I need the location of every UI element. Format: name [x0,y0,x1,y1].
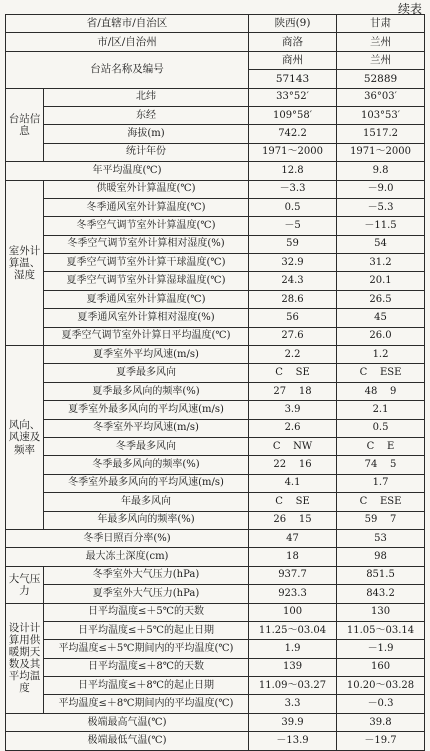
table-row [6,180,425,198]
table-row [6,309,425,327]
row-label: 冬季最多风向 [44,437,249,455]
station-name: 商州 [249,51,337,69]
table-row [6,346,425,364]
row-value: 36°03′ [337,88,425,106]
group-label: 台站信息 [6,88,44,162]
row-value: 937.7 [249,566,337,584]
table-row [6,364,425,382]
row-value: 54 [337,235,425,253]
row-label: 夏季空气调节室外计算日平均温度(℃) [44,327,249,345]
row-value: 3.3 [249,695,337,713]
row-label: 统计年份 [44,143,249,161]
row-value: －13.9 [249,732,337,750]
row-label: 平均温度≤＋8℃期间内的平均温度(℃) [44,695,249,713]
row-value: 11.25～03.04 [249,621,337,639]
row-label: 冬季最多风向的频率(%) [44,456,249,474]
row-value: C E [337,437,425,455]
row-value: 26.5 [337,290,425,308]
row-value: 27 18 [249,382,337,400]
row-value: －0.3 [337,695,425,713]
row-value: 59 [249,235,337,253]
row-label: 极端最低气温(℃) [6,732,249,750]
row-value: 1971～2000 [337,143,425,161]
row-value: C SE [249,364,337,382]
row-label: 夏季空气调节室外计算干球温度(℃) [44,254,249,272]
row-label: 冬季室外大气压力(hPa) [44,566,249,584]
row-label: 东经 [44,106,249,124]
table-row [6,713,425,731]
row-label: 冬季室外最多风向的平均风速(m/s) [44,474,249,492]
row-value: 742.2 [249,125,337,143]
row-label: 冬季空气调节室外计算相对湿度(%) [44,235,249,253]
row-value: C NW [249,437,337,455]
row-label: 冬季室外平均风速(m/s) [44,419,249,437]
row-value: 160 [337,658,425,676]
row-label: 日平均温度≤＋5℃的天数 [44,603,249,621]
row-value: －5.3 [337,198,425,216]
row-value: 32.9 [249,254,337,272]
table-row [6,437,425,455]
province-value: 陕西(9) [249,15,337,33]
row-label: 夏季室外大气压力(hPa) [44,585,249,603]
row-value: 1.2 [337,346,425,364]
table-row [6,621,425,639]
row-label: 日平均温度≤＋5℃的起止日期 [44,621,249,639]
row-value: 100 [249,603,337,621]
row-value: －5 [249,217,337,235]
table-row [6,88,425,106]
station-label: 台站名称及编号 [6,51,249,88]
table-row [6,677,425,695]
row-label: 夏季室外平均风速(m/s) [44,346,249,364]
table-row [6,419,425,437]
table-row [6,125,425,143]
row-value: 1971～2000 [249,143,337,161]
row-label: 年最多风向 [44,493,249,511]
row-value: 10.20～03.28 [337,677,425,695]
row-value: －3.3 [249,180,337,198]
table-row [6,493,425,511]
row-label: 冬季空气调节室外计算温度(℃) [44,217,249,235]
table-row [6,529,425,547]
province-value: 甘肃 [337,15,425,33]
row-value: 109°58′ [249,106,337,124]
row-value: 851.5 [337,566,425,584]
table-row [6,143,425,161]
row-label: 冬季通风室外计算温度(℃) [44,198,249,216]
row-value: 47 [249,529,337,547]
row-value: 2.2 [249,346,337,364]
row-value: 26 15 [249,511,337,529]
row-value: 139 [249,658,337,676]
row-label: 年平均温度(℃) [6,162,249,180]
table-row [6,198,425,216]
row-label: 年最多风向的频率(%) [44,511,249,529]
climate-parameters-table [5,14,425,751]
row-label: 供暖室外计算温度(℃) [44,180,249,198]
header-row-province [6,15,425,33]
table-row [6,327,425,345]
table-row [6,585,425,603]
row-label: 夏季室外最多风向的平均风速(m/s) [44,401,249,419]
row-label: 夏季通风室外计算温度(℃) [44,290,249,308]
table-row [6,548,425,566]
row-value: 48 9 [337,382,425,400]
table-row [6,511,425,529]
row-value: 3.9 [249,401,337,419]
group-label: 风向、风速及频率 [6,346,44,530]
table-row [6,272,425,290]
group-label: 室外计算温、湿度 [6,180,44,346]
row-label: 海拔(m) [44,125,249,143]
row-value: C ESE [337,493,425,511]
station-number: 52889 [337,70,425,88]
row-value: 56 [249,309,337,327]
table-row [6,401,425,419]
city-label: 市/区/自治州 [6,33,249,51]
row-value: －1.9 [337,640,425,658]
row-label: 最大冻土深度(cm) [6,548,249,566]
row-value: 98 [337,548,425,566]
header-row-station-name [6,51,425,69]
row-value: 1.9 [249,640,337,658]
row-label: 北纬 [44,88,249,106]
row-label: 夏季空气调节室外计算湿球温度(℃) [44,272,249,290]
table-row [6,640,425,658]
row-value: 26.0 [337,327,425,345]
row-value: 39.8 [337,713,425,731]
row-label: 冬季日照百分率(%) [6,529,249,547]
row-value: 53 [337,529,425,547]
table-row [6,658,425,676]
row-value: 39.9 [249,713,337,731]
table-row [6,290,425,308]
table-row [6,235,425,253]
row-value: 1.7 [337,474,425,492]
row-value: C SE [249,493,337,511]
table-row [6,732,425,750]
table-row [6,695,425,713]
city-value: 商洛 [249,33,337,51]
table-row [6,162,425,180]
row-value: 12.8 [249,162,337,180]
table-row [6,566,425,584]
row-value: 1517.2 [337,125,425,143]
table-row [6,474,425,492]
row-label: 日平均温度≤＋8℃的天数 [44,658,249,676]
group-label: 大气压力 [6,566,44,603]
row-label: 极端最高气温(℃) [6,713,249,731]
row-value: 18 [249,548,337,566]
row-value: 11.05～03.14 [337,621,425,639]
table-row [6,254,425,272]
province-label: 省/直辖市/自治区 [6,15,249,33]
row-value: 2.6 [249,419,337,437]
row-value: －19.7 [337,732,425,750]
row-label: 日平均温度≤＋8℃的起止日期 [44,677,249,695]
row-value: 4.1 [249,474,337,492]
row-value: 28.6 [249,290,337,308]
row-value: 923.3 [249,585,337,603]
row-label: 夏季通风室外计算相对湿度(%) [44,309,249,327]
table-row [6,217,425,235]
table-row [6,106,425,124]
row-value: 24.3 [249,272,337,290]
row-label: 平均温度≤＋5℃期间内的平均温度(℃) [44,640,249,658]
row-value: 103°53′ [337,106,425,124]
station-number: 57143 [249,70,337,88]
row-value: 9.8 [337,162,425,180]
row-value: 11.09～03.27 [249,677,337,695]
row-value: 33°52′ [249,88,337,106]
continued-label: 续表 [397,2,422,16]
row-value: 2.1 [337,401,425,419]
row-label: 夏季最多风向 [44,364,249,382]
row-value: 45 [337,309,425,327]
row-value: 0.5 [337,419,425,437]
row-value: 27.6 [249,327,337,345]
row-value: 74 5 [337,456,425,474]
row-value: －11.5 [337,217,425,235]
row-value: 0.5 [249,198,337,216]
row-value: 20.1 [337,272,425,290]
station-name: 兰州 [337,51,425,69]
row-value: －9.0 [337,180,425,198]
row-value: C ESE [337,364,425,382]
row-value: 22 16 [249,456,337,474]
group-label: 设计计算用供暖期天数及其平均温度 [6,603,44,713]
table-row [6,456,425,474]
row-value: 130 [337,603,425,621]
city-value: 兰州 [337,33,425,51]
row-label: 夏季最多风向的频率(%) [44,382,249,400]
row-value: 843.2 [337,585,425,603]
header-row-city [6,33,425,51]
table-row [6,382,425,400]
table-row [6,603,425,621]
row-value: 31.2 [337,254,425,272]
row-value: 59 7 [337,511,425,529]
